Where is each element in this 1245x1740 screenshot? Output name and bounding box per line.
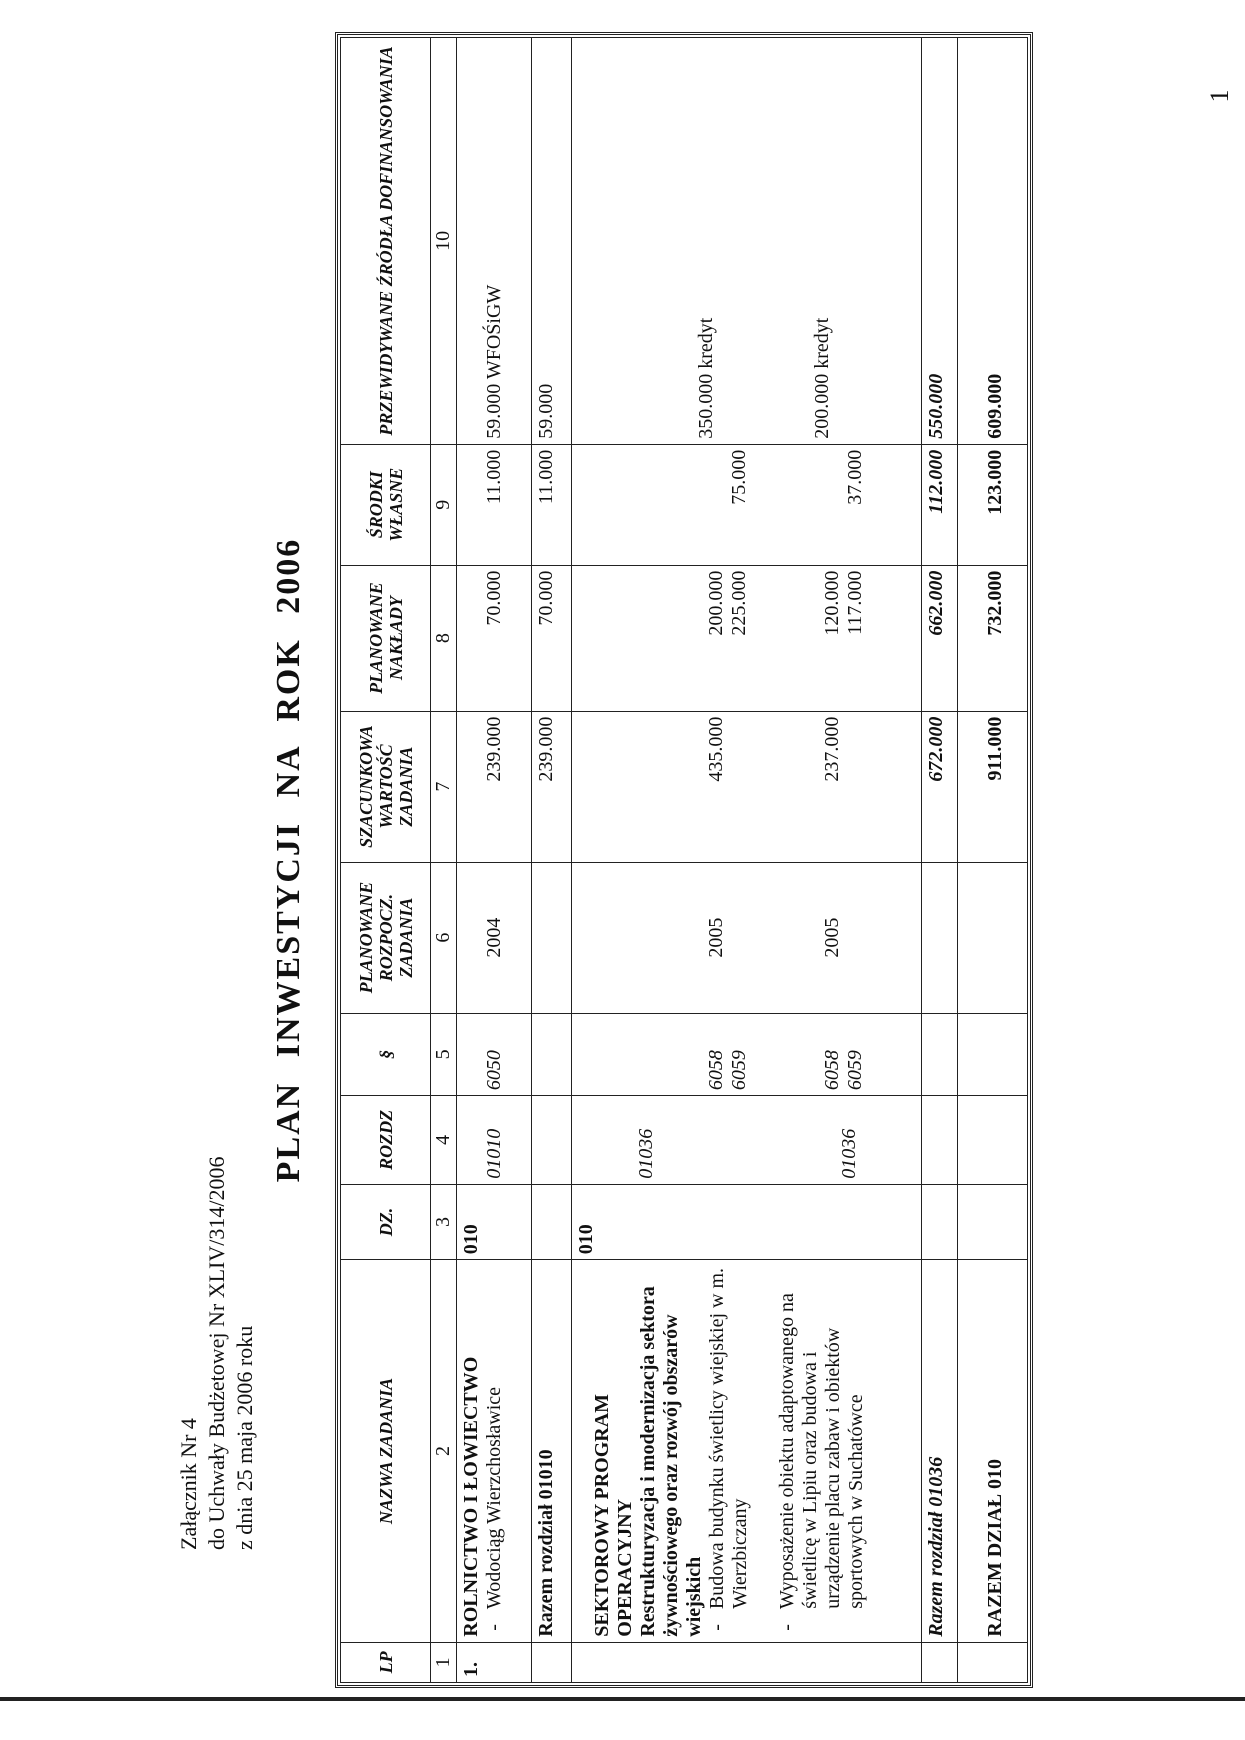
column-number-row [431, 38, 457, 1683]
col-header-start: PLANOWANE ROZPOCZ. ZADANIA [341, 862, 431, 1013]
program-name-2: OPERACYJNY [614, 1498, 636, 1637]
paragraph-value: 6059 [844, 1050, 866, 1091]
paragraph-cell [572, 1013, 922, 1096]
cofin-amount: 59.000 WFOŚiGW [483, 284, 505, 439]
col-number: 7 [431, 711, 457, 862]
rozdz-cell [922, 1096, 958, 1185]
page-title: PLAN INWESTYCJI NA ROK 2006 [270, 537, 307, 1183]
total-label [958, 1260, 1028, 1643]
investment-table-frame [335, 32, 1033, 1688]
col-number: 3 [431, 1184, 457, 1260]
subtotal-value: 672.000 [922, 711, 958, 862]
rozdz-value: 01036 [635, 1128, 657, 1179]
own-cell [572, 444, 922, 565]
own-amount: 75.000 [728, 449, 750, 505]
item-name: Wodociąg Wierzchosławice [483, 1386, 505, 1610]
start-value: 2005 [821, 917, 843, 958]
total-value-amount: 911.000 [984, 716, 1006, 781]
scan-edge-line [0, 1697, 1245, 1701]
start-value: 2005 [705, 917, 727, 958]
attachment-header [175, 1157, 259, 1550]
paragraph-cell [958, 1013, 1028, 1096]
item-dash: - [483, 1624, 505, 1631]
rotated-page [175, 30, 1035, 1690]
total-own [958, 444, 1028, 565]
lp-cell [572, 1642, 922, 1682]
item-name: Wyposażenie obiektu adaptowanego na świetlicę w Lipiu oraz budowa i urządzenie placu zabaw i obiektów sportowych w Suchatówce [776, 1293, 867, 1610]
dz-value: 010 [575, 1224, 597, 1255]
subtotal-label: Razem rozdział 01010 [532, 1260, 572, 1643]
value-cell [457, 711, 532, 862]
col-header-own: ŚRODKI WŁASNE [341, 444, 431, 565]
section-name: ROLNICTWO I ŁOWIECTWO [460, 1356, 482, 1637]
paragraph-value: 6058 [705, 1050, 727, 1091]
col-header-paragraph: § [341, 1013, 431, 1096]
value-cell [572, 711, 922, 862]
item-dash: - [706, 1624, 728, 1631]
total-cofin [958, 38, 1028, 445]
rozdz-value: 01010 [483, 1128, 505, 1179]
header-row [341, 38, 431, 1683]
paragraph-cell [922, 1013, 958, 1096]
cofin-cell [457, 38, 532, 445]
own-amount: 37.000 [844, 449, 866, 505]
dz-cell [922, 1184, 958, 1260]
paragraph-cell [532, 1013, 572, 1096]
total-row [958, 38, 1028, 1683]
subtotal-row [532, 38, 572, 1683]
dz-cell [457, 1184, 532, 1260]
program-subtitle: Restrukturyzacja i modernizacja sektora żywnościowego oraz rozwój obszarów wiejskich [637, 1286, 705, 1637]
task-item [776, 1265, 868, 1637]
col-header-rozdz: ROZDZ [341, 1096, 431, 1185]
subtotal-value: 239.000 [532, 711, 572, 862]
col-header-name: NAZWA ZADANIA [341, 1260, 431, 1643]
own-amount: 11.000 [483, 449, 505, 505]
cofin-amount: 350.000 kredyt [695, 317, 717, 439]
value-amount: 435.000 [705, 716, 727, 782]
start-cell [572, 862, 922, 1013]
task-item [483, 1265, 506, 1637]
paragraph-value: 6050 [483, 1050, 505, 1091]
subtotal-label: Razem rozdział 01036 [922, 1260, 958, 1643]
col-number: 4 [431, 1096, 457, 1185]
planned-cell [457, 565, 532, 711]
lp-cell [532, 1642, 572, 1682]
start-cell [457, 862, 532, 1013]
col-number: 8 [431, 565, 457, 711]
col-header-value: SZACUNKOWA WARTOŚĆ ZADANIA [341, 711, 431, 862]
item-name: Budowa budynku świetlicy wiejskiej w m. Wierzbiczany [706, 1267, 751, 1610]
paragraph-cell [457, 1013, 532, 1096]
value-amount: 237.000 [821, 716, 843, 782]
table-row [572, 38, 922, 1683]
lp-cell: 1. [457, 1642, 532, 1682]
subtotal-cofin: 550.000 [922, 38, 958, 445]
header-line-3: z dnia 25 maja 2006 roku [232, 1325, 257, 1550]
subtotal-cofin: 59.000 [532, 38, 572, 445]
header-line-2: do Uchwały Budżetowej Nr XLIV/314/2006 [204, 1156, 229, 1550]
table-row [457, 38, 532, 1683]
task-name-cell [457, 1260, 532, 1643]
col-number: 9 [431, 444, 457, 565]
total-planned [958, 565, 1028, 711]
subtotal-planned: 70.000 [532, 565, 572, 711]
dz-cell [958, 1184, 1028, 1260]
task-name-cell [572, 1260, 922, 1643]
col-number: 5 [431, 1013, 457, 1096]
rozdz-value: 01036 [838, 1128, 860, 1179]
cofin-cell [572, 38, 922, 445]
total-cofin-amount: 609.000 [984, 373, 1006, 439]
rozdz-cell [532, 1096, 572, 1185]
start-cell [532, 862, 572, 1013]
subtotal-planned: 662.000 [922, 565, 958, 711]
col-header-cofinancing: PRZEWIDYWANE ŹRÓDŁA DOFINANSOWANIA [341, 38, 431, 445]
dz-value: 010 [460, 1224, 482, 1255]
cofin-amount: 200.000 kredyt [811, 317, 833, 439]
program-name: SEKTOROWY PROGRAM [591, 1393, 613, 1637]
start-cell [958, 862, 1028, 1013]
dz-cell [572, 1184, 922, 1260]
total-label-text: RAZEM DZIAŁ 010 [984, 1458, 1006, 1637]
planned-cell [572, 565, 922, 711]
planned-amount: 200.000 [705, 570, 727, 636]
col-number: 2 [431, 1260, 457, 1643]
subtotal-own: 11.000 [532, 444, 572, 565]
col-header-dz: DZ. [341, 1184, 431, 1260]
item-dash: - [776, 1624, 798, 1631]
planned-amount: 117.000 [844, 570, 866, 635]
lp-cell [958, 1642, 1028, 1682]
dz-cell [532, 1184, 572, 1260]
planned-amount: 70.000 [483, 570, 505, 626]
start-cell [922, 862, 958, 1013]
lp-cell [922, 1642, 958, 1682]
header-line-1: Załącznik Nr 4 [176, 1418, 201, 1550]
total-planned-amount: 732.000 [984, 570, 1006, 636]
col-number: 1 [431, 1642, 457, 1682]
own-cell [457, 444, 532, 565]
start-value: 2004 [483, 917, 505, 958]
rozdz-cell [572, 1096, 922, 1185]
col-header-lp: LP [341, 1642, 431, 1682]
page-number: 1 [1205, 89, 1234, 103]
total-value [958, 711, 1028, 862]
paragraph-value: 6059 [728, 1050, 750, 1091]
value-amount: 239.000 [483, 716, 505, 782]
investment-table [340, 37, 1028, 1683]
rozdz-cell [457, 1096, 532, 1185]
task-item [706, 1265, 752, 1637]
paragraph-value: 6058 [821, 1050, 843, 1091]
subtotal-own: 112.000 [922, 444, 958, 565]
col-header-planned: PLANOWANE NAKŁADY [341, 565, 431, 711]
planned-amount: 225.000 [728, 570, 750, 636]
rozdz-cell [958, 1096, 1028, 1185]
total-own-amount: 123.000 [984, 449, 1006, 515]
subtotal-row [922, 38, 958, 1683]
col-number: 6 [431, 862, 457, 1013]
planned-amount: 120.000 [821, 570, 843, 636]
col-number: 10 [431, 38, 457, 445]
